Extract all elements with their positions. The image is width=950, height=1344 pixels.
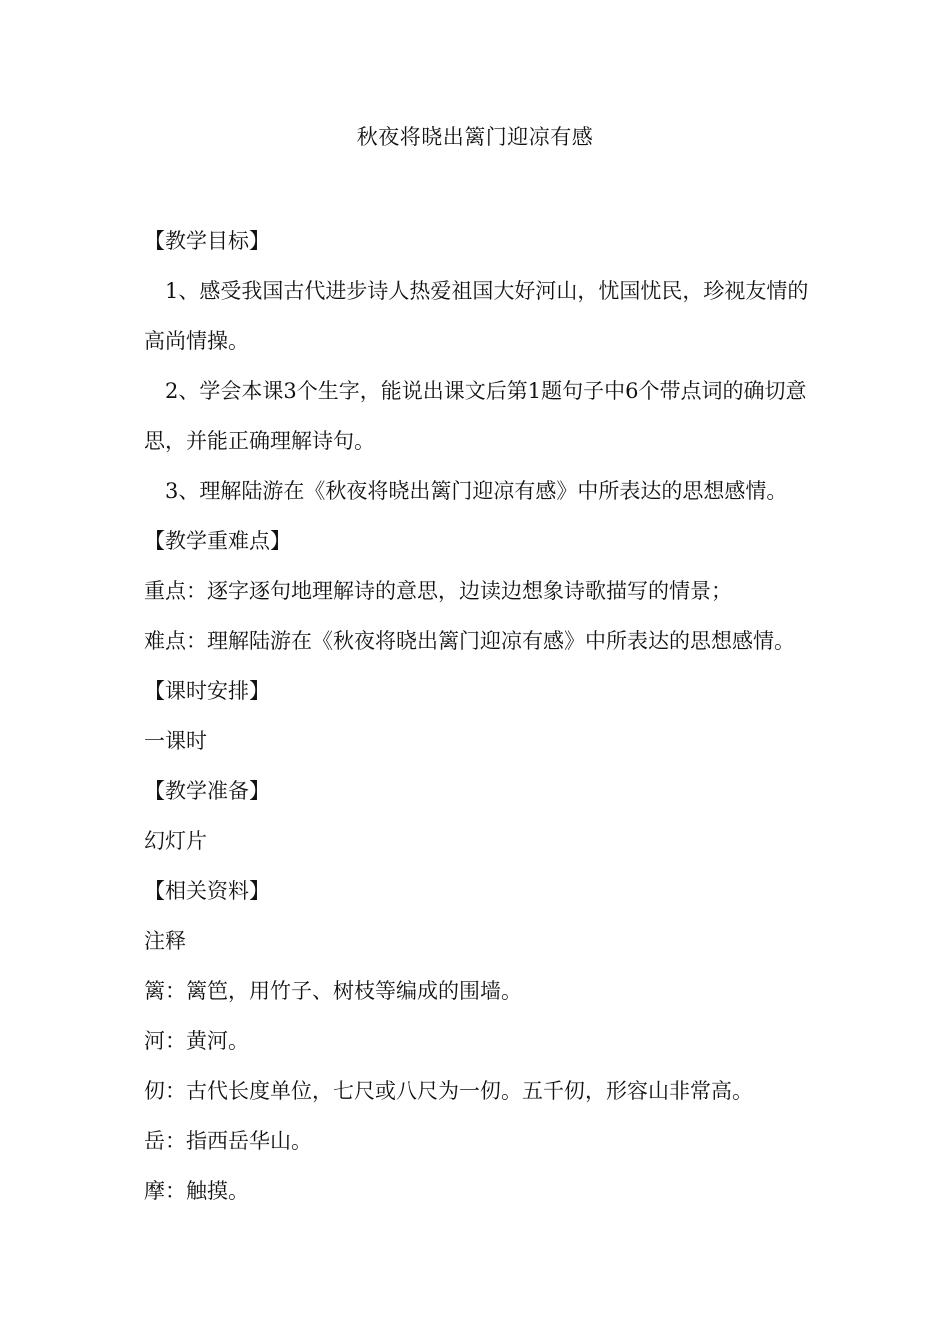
goals-heading: 【教学目标】 xyxy=(144,229,270,253)
goal-item-1: 1、感受我国古代进步诗人热爱祖国大好河山，忧国忧民，珍视友情的高尚情操。 xyxy=(144,279,809,353)
key-point-difficulty: 难点：理解陆游在《秋夜将晓出篱门迎凉有感》中所表达的思想感情。 xyxy=(144,629,795,653)
schedule-content: 一课时 xyxy=(144,729,207,753)
schedule-heading: 【课时安排】 xyxy=(144,679,270,703)
goal-item-2: 2、学会本课3个生字，能说出课文后第1题句子中6个带点词的确切意思，并能正确理解诗句。 xyxy=(144,379,807,453)
notes-label: 注释 xyxy=(144,929,186,953)
note-item: 篱：篱笆，用竹子、树枝等编成的围墙。 xyxy=(144,979,522,1003)
document-body xyxy=(144,216,812,1216)
goal-item-3: 3、理解陆游在《秋夜将晓出篱门迎凉有感》中所表达的思想感情。 xyxy=(165,479,788,503)
note-item: 摩：触摸。 xyxy=(144,1179,249,1203)
preparation-content: 幻灯片 xyxy=(144,829,207,853)
note-item: 仞：古代长度单位，七尺或八尺为一仞。五千仞，形容山非常高。 xyxy=(144,1079,753,1103)
key-point-focus: 重点：逐字逐句地理解诗的意思，边读边想象诗歌描写的情景； xyxy=(144,579,732,603)
note-item: 岳：指西岳华山。 xyxy=(144,1129,312,1153)
key-points-heading: 【教学重难点】 xyxy=(144,529,291,553)
materials-heading: 【相关资料】 xyxy=(144,879,270,903)
note-item: 河：黄河。 xyxy=(144,1029,249,1053)
document-title: 秋夜将晓出篱门迎凉有感 xyxy=(356,125,594,149)
preparation-heading: 【教学准备】 xyxy=(144,779,270,803)
